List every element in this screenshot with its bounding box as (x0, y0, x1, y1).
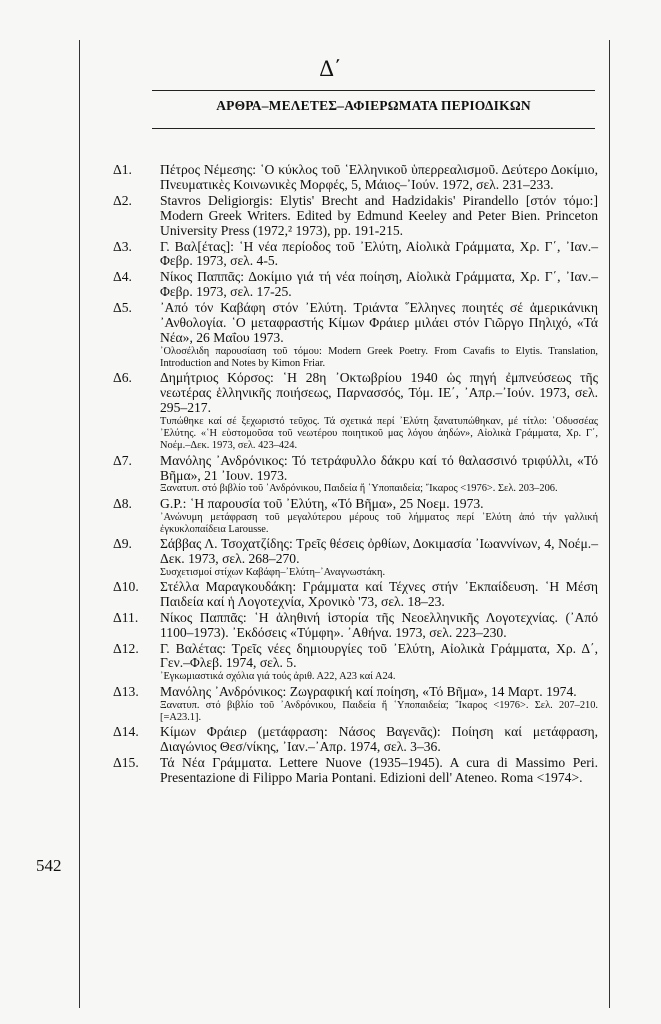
bibliography-entry (113, 371, 598, 452)
entry-number: Δ15. (113, 754, 139, 770)
entry-number: Δ13. (113, 683, 139, 699)
entry-text: Κίμων Φράιερ (μετάφραση: Νάσος Βαγενᾶς): Ποίηση καί μετάφραση, Διαγώνιος Θεσ/νίκης, ᾽Ιαν.–᾽Απρ. 1974, σελ. 3–36. (160, 723, 598, 754)
bottom-rule (152, 128, 595, 129)
bibliography-entry (113, 497, 598, 536)
bibliography-entry (113, 725, 598, 755)
entry-number: Δ5. (113, 300, 132, 316)
entry-number: Δ7. (113, 452, 132, 468)
entry-text: Τά Νέα Γράμματα. Lettere Nuove (1935–1945). A cura di Massimo Peri. Presentazione di Filippo Maria Pontani. Edizioni dell' Ateneo. Roma <1974>. (160, 754, 598, 785)
entry-text: Γ. Βαλέτας: Τρεῖς νέες δημιουργίες τοῦ ᾽Ελύτη, Αἰολικὰ Γράμματα, Χρ. Δ΄, Γεν.–Φλεβ. 1974, σελ. 5. (160, 640, 598, 671)
entry-text: Νίκος Παππᾶς: ῾Η ἀληθινή ἱστορία τῆς Νεοελληνικῆς Λογοτεχνίας. (᾽Από 1100–1973). ᾽Εκδόσεις «Τύμφη». ᾽Αθήνα. 1973, σελ. 223–230. (160, 609, 598, 640)
entry-note: ᾽Ολοσέλιδη παρουσίαση τοῦ τόμου: Modern Greek Poetry. From Cavafis to Elytis. Translation, Introduction and Notes by Kimon Friar. (160, 345, 598, 370)
bibliography-entry (113, 270, 598, 300)
section-title: ΑΡΘΡΑ–ΜΕΛΕΤΕΣ–ΑΦΙΕΡΩΜΑΤΑ ΠΕΡΙΟΔΙΚΩΝ (216, 98, 531, 113)
entry-number: Δ9. (113, 535, 132, 551)
entry-text: Δημήτριος Κόρσος: ῾Η 28η ᾽Οκτωβρίου 1940 ὡς πηγή ἐμπνεύσεως τῆς νεωτέρας ἑλληνικῆς ποιήσεως, Παρνασσός, Τόμ. ΙΕ΄, ᾽Απρ.–᾽Ιούν. 1973, σελ. 295–217. (160, 370, 598, 416)
page-number: 542 (36, 856, 62, 875)
top-rule (152, 90, 595, 91)
entry-text: Πέτρος Νέμεσης: ῾Ο κύκλος τοῦ ῾Ελληνικοῦ ὑπερρεαλισμοῦ. Δεύτερο Δοκίμιο, Πνευματικὲς Κοινωνικὲς Μορφές, 5, Μάιος–᾽Ιούν. 1972, σελ. 231–233. (160, 162, 598, 192)
entry-text: Μανόλης ᾽Ανδρόνικος: Τό τετράφυλλο δάκρυ καί τό θαλασσινό τριφύλλι, «Τό Βῆμα», 21 ᾽Ιουν. 1973. (160, 452, 598, 483)
entry-number: Δ11. (113, 609, 139, 625)
bibliography-entry (113, 642, 598, 684)
entry-number: Δ8. (113, 495, 132, 511)
bibliography-entry (113, 454, 598, 496)
entry-note: ᾽Εγκωμιαστικά σχόλια γιά τούς ἀριθ. Α22, Α23 καί Α24. (160, 671, 396, 683)
entry-text: Stavros Deligiorgis: Elytis' Brecht and Hadzidakis' Pirandello [στόν τόμο:] Modern Greek Writers. Edited by Edmund Keeley and Peter Bien. Princeton University Press (1972,² 1973), pp. 191-215. (160, 192, 598, 238)
section-letter: Δ΄ (319, 56, 342, 81)
entry-number: Δ4. (113, 269, 132, 285)
bibliography-entry (113, 240, 598, 270)
entry-number: Δ3. (113, 238, 132, 254)
entry-text: Σάββας Λ. Τσοχατζίδης: Τρεῖς θέσεις ὀρθίων, Δοκιμασία ᾽Ιωαννίνων, 4, Νοέμ.–Δεκ. 1973, σελ. 268–270. (160, 535, 598, 566)
bibliography-entry (113, 301, 598, 370)
bibliography-entry (113, 537, 598, 579)
bibliography-entry (113, 580, 598, 610)
entry-note: Τυπώθηκε καί σέ ξεχωριστό τεῦχος. Τά σχετικά περί ᾽Ελύτη ξανατυπώθηκαν, μέ τίτλο: ᾽Οδυσσέας ᾽Ελύτης. «῾Η εὐστομοῦσα τοῦ νεωτέρου ποιητικοῦ μας λόγου ἀηδών», Αἰολικὰ Γράμματα, Χρ. Γ΄, Νοέμ.–Δεκ. 1973, σελ. 423–424. (160, 416, 598, 452)
entry-text: Μανόλης ᾽Ανδρόνικος: Ζωγραφική καί ποίηση, «Τό Βῆμα», 14 Μαρτ. 1974. (160, 683, 577, 699)
entry-text: Γ. Βαλ[έτας]: ῾Η νέα περίοδος τοῦ ᾽Ελύτη, Αἰολικὰ Γράμματα, Χρ. Γ΄, ᾽Ιαν.–Φεβρ. 1973, σελ. 4-5. (160, 238, 598, 269)
bibliography-entry (113, 611, 598, 641)
entry-note: ᾽Ανώνυμη μετάφραση τοῦ μεγαλύτερου μέρους τοῦ λήμματος περί ᾽Ελύτη ἀπό τήν γαλλική ἐγκυκλοπαίδεια Larousse. (160, 511, 598, 535)
bibliography-entry (113, 756, 598, 786)
entry-number: Δ14. (113, 723, 139, 739)
bibliography-entry (113, 685, 598, 724)
entry-number: Δ12. (113, 640, 139, 656)
entry-note: Ξανατυπ. στό βιβλίο τοῦ ᾽Ανδρόνικου, Παιδεία ἤ ῾Υποπαιδεία; ῎Ικαρος <1976>. Σελ. 207–210. [=Α23.1]. (160, 699, 598, 723)
entry-text: Στέλλα Μαραγκουδάκη: Γράμματα καί Τέχνες στήν ᾽Εκπαίδευση. ῾Η Μέση Παιδεία καί ἡ Λογοτεχνία, Χρονικὸ '73, σελ. 18–23. (160, 578, 598, 609)
right-margin-line (609, 40, 610, 1008)
entry-number: Δ2. (113, 192, 132, 208)
entry-number: Δ10. (113, 578, 139, 594)
bibliography-list (113, 163, 598, 787)
entry-text: G.P.: ῾Η παρουσία τοῦ ᾽Ελύτη, «Τό Βῆμα», 25 Νοεμ. 1973. (160, 495, 484, 511)
entry-note: Ξανατυπ. στό βιβλίο τοῦ ᾽Ανδρόνικου, Παιδεία ἤ ῾Υποπαιδεία; ῎Ικαρος <1976>. Σελ. 203–206. (160, 483, 558, 495)
entry-number: Δ6. (113, 370, 132, 386)
bibliography-entry (113, 194, 598, 239)
left-margin-line (79, 40, 80, 1008)
bibliography-entry (113, 163, 598, 193)
entry-note: Συσχετισμοί στίχων Καβάφη–᾽Ελύτη–᾽Αναγνωστάκη. (160, 566, 386, 578)
entry-text: ᾽Από τόν Καβάφη στόν ᾽Ελύτη. Τριάντα ῞Ελληνες ποιητές σέ ἀμερικάνικη ᾽Ανθολογία. ῾Ο μεταφραστής Κίμων Φράιερ μιλάει στόν Γιῶργο Πηλιχό, «Τά Νέα», 26 Μαΐου 1973. (160, 300, 598, 345)
entry-number: Δ1. (113, 162, 132, 177)
entry-text: Νίκος Παππᾶς: Δοκίμιο γιά τή νέα ποίηση, Αἰολικὰ Γράμματα, Χρ. Γ΄, ᾽Ιαν.–Φεβρ. 1973, σελ. 17-25. (160, 269, 598, 300)
